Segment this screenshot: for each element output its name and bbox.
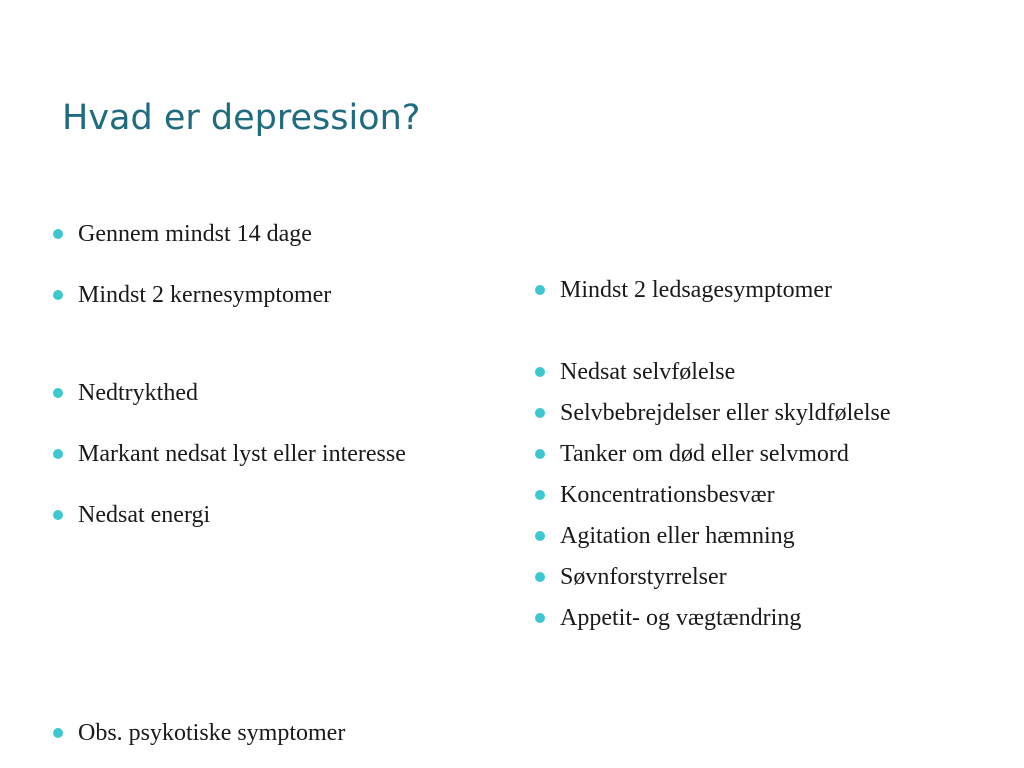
bullet-text: Nedtrykthed [78, 380, 198, 406]
bullet-text: Nedsat energi [78, 502, 211, 528]
bullet-icon [53, 229, 63, 239]
bullet-icon [535, 613, 545, 623]
bullet-icon [535, 285, 545, 295]
bullet-text: Tanker om død eller selvmord [560, 441, 849, 467]
bullet-icon [53, 510, 63, 520]
bullet-text: Markant nedsat lyst eller interesse [78, 441, 406, 467]
bullet-item [53, 219, 312, 249]
bullet-item [53, 378, 198, 408]
bullet-text: Mindst 2 kernesymptomer [78, 282, 332, 308]
bullet-icon [53, 388, 63, 398]
bullet-text: Søvnforstyrrelser [560, 564, 727, 590]
bullet-text: Gennem mindst 14 dage [78, 221, 312, 247]
bullet-item [535, 480, 775, 510]
bullet-icon [535, 367, 545, 377]
bullet-text: Mindst 2 ledsagesymptomer [560, 277, 832, 303]
bullet-icon [535, 490, 545, 500]
bullet-icon [535, 449, 545, 459]
bullet-item [535, 603, 801, 633]
bullet-icon [535, 408, 545, 418]
bullet-text: Koncentrationsbesvær [560, 482, 775, 508]
bullet-icon [53, 290, 63, 300]
bullet-icon [53, 449, 63, 459]
bullet-text: Selvbebrejdelser eller skyldfølelse [560, 400, 891, 426]
bullet-item [535, 398, 891, 428]
bullet-item [53, 500, 210, 530]
bullet-icon [535, 572, 545, 582]
bullet-icon [535, 531, 545, 541]
bullet-item [53, 718, 345, 748]
bullet-item [53, 439, 406, 469]
bullet-text: Nedsat selvfølelse [560, 359, 736, 385]
bullet-item [53, 280, 331, 310]
bullet-text: Agitation eller hæmning [560, 523, 795, 549]
bullet-item [535, 521, 795, 551]
bullet-item [535, 439, 849, 469]
bullet-item [535, 562, 727, 592]
slide-title: Hvad er depression? [62, 98, 421, 138]
bullet-icon [53, 728, 63, 738]
bullet-item [535, 275, 832, 305]
bullet-item [535, 357, 735, 387]
bullet-text: Obs. psykotiske symptomer [78, 720, 346, 746]
bullet-text: Appetit- og vægtændring [560, 605, 802, 631]
